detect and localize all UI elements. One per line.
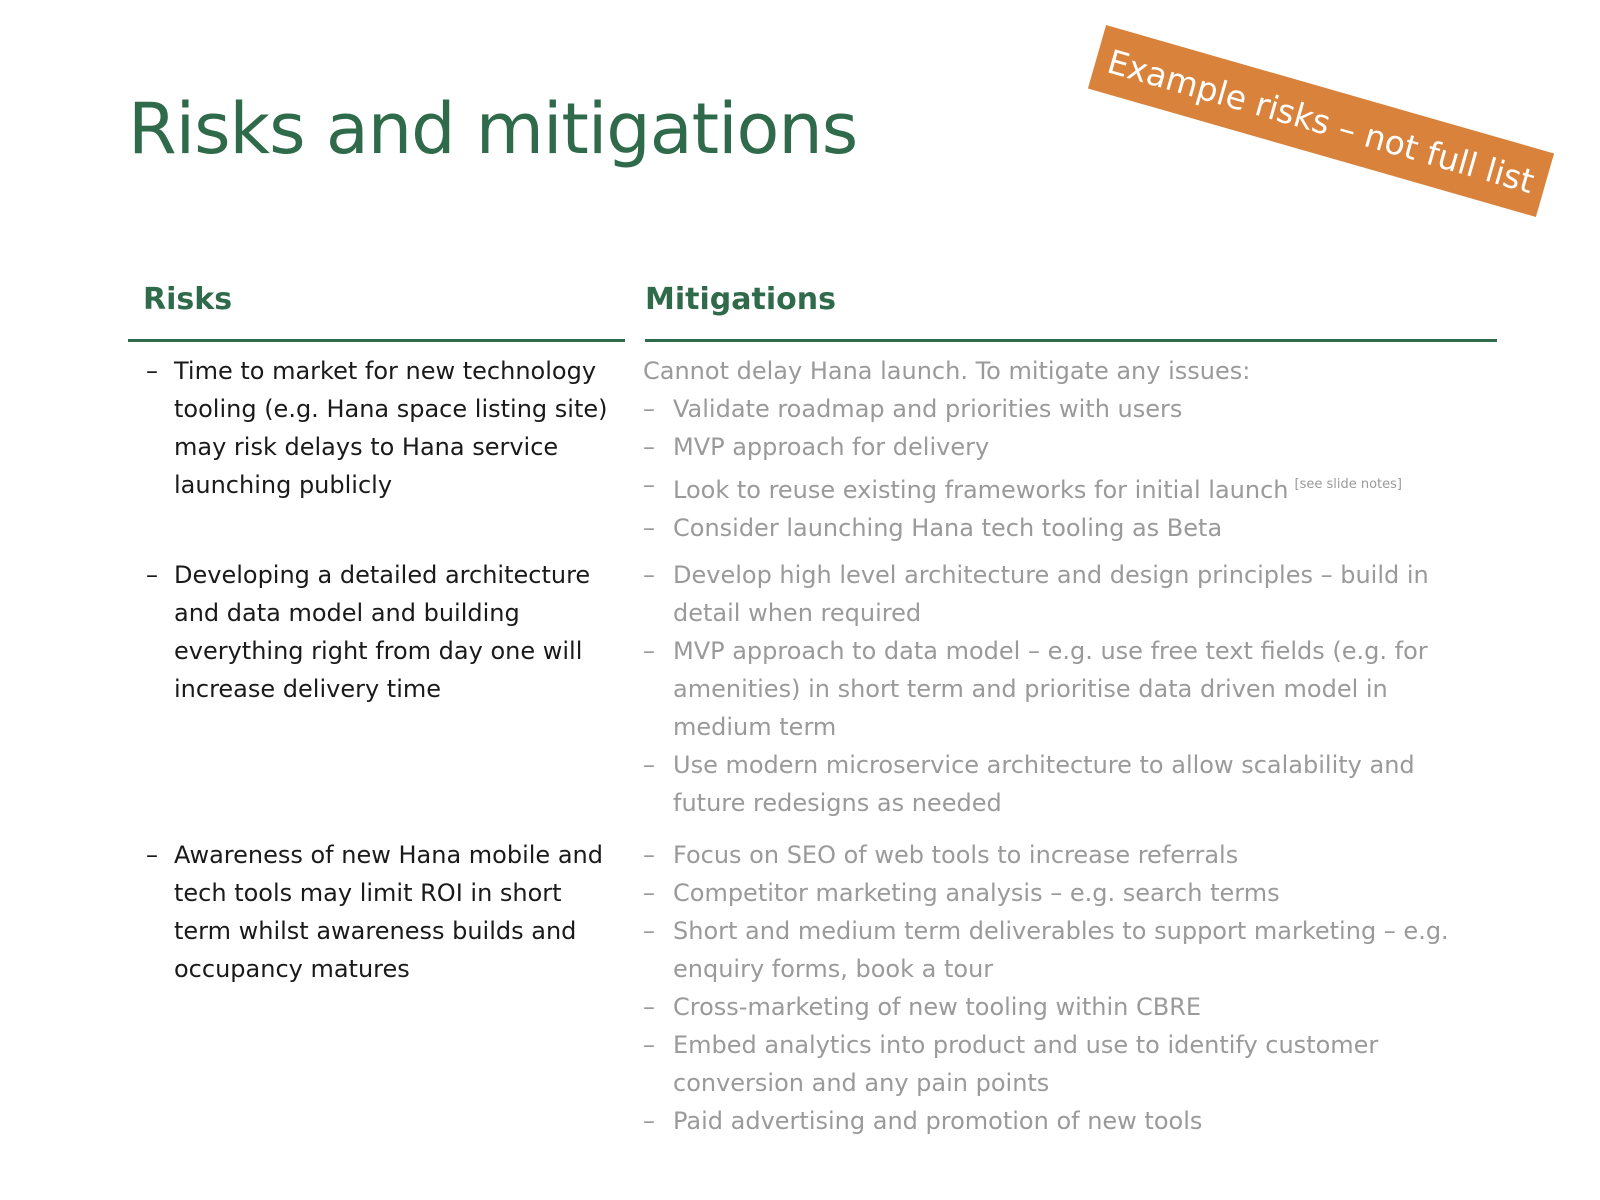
risk-item [146, 352, 626, 504]
slide-notes-reference: [see slide notes] [1294, 477, 1402, 492]
mitigation-item [643, 390, 1493, 428]
mitigation-item [643, 428, 1493, 466]
mitigation-bullet: – [643, 395, 655, 423]
mitigation-list [643, 836, 1493, 1140]
mitigation-bullet: – [643, 879, 655, 907]
mitigation-item [643, 632, 1493, 746]
risk-text: Awareness of new Hana mobile and tech tools may limit ROI in short term whilst awareness builds and occupancy matures [174, 841, 603, 983]
banner-text: Example risks – not full list [1103, 41, 1539, 201]
mitigation-text: Use modern microservice architecture to allow scalability and future redesigns as needed [673, 751, 1415, 817]
risk-bullet: – [146, 357, 158, 385]
mitigation-bullet: – [643, 514, 655, 542]
slide-title: Risks and mitigations [128, 88, 858, 170]
mitigation-item [643, 746, 1493, 822]
risk-bullet: – [146, 841, 158, 869]
mitigation-text: MVP approach to data model – e.g. use free text fields (e.g. for amenities) in short term and prioritise data driven model in medium term [673, 637, 1428, 741]
mitigation-text: MVP approach for delivery [673, 433, 990, 461]
mitigation-intro: Cannot delay Hana launch. To mitigate any issues: [643, 357, 1251, 385]
risks-column-header: Risks [143, 282, 233, 317]
mitigation-bullet: – [643, 1031, 655, 1059]
mitigation-item [643, 509, 1493, 547]
mitigation-text: Develop high level architecture and design principles – build in detail when required [673, 561, 1429, 627]
mitigation-item [643, 988, 1493, 1026]
mitigation-item [643, 556, 1493, 632]
mitigation-bullet: – [643, 561, 655, 589]
mitigation-item [643, 1102, 1493, 1140]
risk-bullet: – [146, 561, 158, 589]
mitigation-text: Cross-marketing of new tooling within CBRE [673, 993, 1202, 1021]
example-risks-banner [1088, 25, 1554, 217]
mitigation-item [643, 836, 1493, 874]
mitigation-text: Short and medium term deliverables to support marketing – e.g. enquiry forms, book a tour [673, 917, 1449, 983]
mitigation-bullet: – [643, 471, 655, 499]
risk-item [146, 556, 626, 708]
mitigation-text: Embed analytics into product and use to identify customer conversion and any pain points [673, 1031, 1379, 1097]
mitigation-list [643, 556, 1493, 822]
mitigation-text: Competitor marketing analysis – e.g. search terms [673, 879, 1280, 907]
mitigation-text: Paid advertising and promotion of new tools [673, 1107, 1203, 1135]
mitigation-item [643, 1026, 1493, 1102]
mitigation-list [643, 352, 1493, 547]
mitigation-item [643, 874, 1493, 912]
risk-text: Time to market for new technology tooling (e.g. Hana space listing site) may risk delays to Hana service launching publicly [174, 357, 608, 499]
mitigation-text: Validate roadmap and priorities with users [673, 395, 1183, 423]
mitigation-bullet: – [643, 993, 655, 1021]
risk-item [146, 836, 626, 988]
mitigation-item [643, 912, 1493, 988]
mitigations-column-header: Mitigations [645, 282, 836, 317]
mitigation-bullet: – [643, 751, 655, 779]
mitigation-text: Look to reuse existing frameworks for initial launch [673, 476, 1289, 504]
mitigation-bullet: – [643, 841, 655, 869]
mitigation-text: Focus on SEO of web tools to increase referrals [673, 841, 1239, 869]
risks-header-rule [128, 339, 625, 342]
mitigation-item [643, 466, 1493, 509]
risk-text: Developing a detailed architecture and data model and building everything right from day one will increase delivery time [174, 561, 591, 703]
mitigations-header-rule [645, 339, 1497, 342]
mitigation-text-with-note [673, 466, 1493, 509]
mitigation-bullet: – [643, 917, 655, 945]
mitigation-text: Consider launching Hana tech tooling as Beta [673, 514, 1223, 542]
mitigation-bullet: – [643, 637, 655, 665]
mitigation-bullet: – [643, 433, 655, 461]
mitigation-bullet: – [643, 1107, 655, 1135]
